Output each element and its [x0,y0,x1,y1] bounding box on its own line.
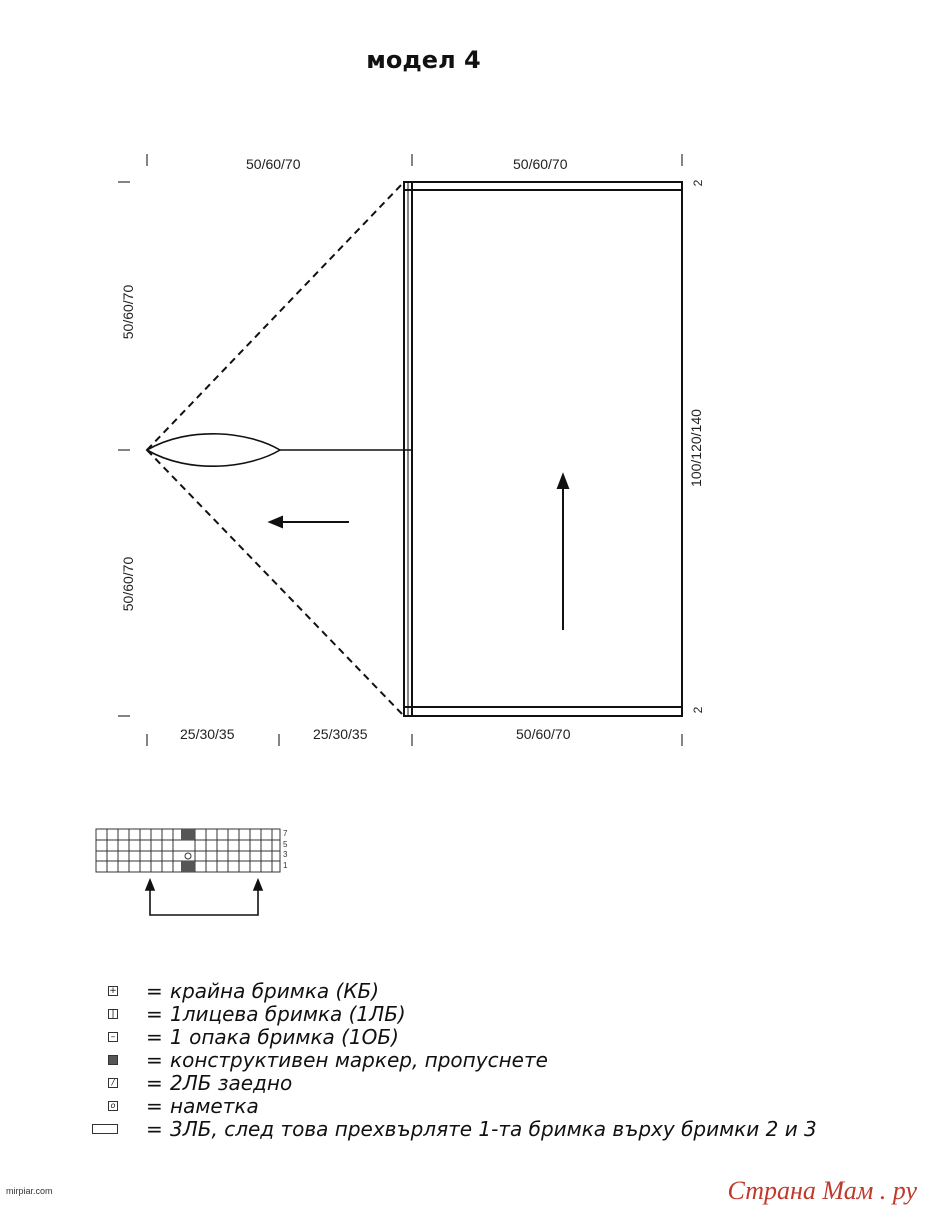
watermark-site: mirpiar.com [6,1186,53,1196]
repeat-bracket [146,880,262,915]
triangle-outline [147,182,404,716]
legend-text: 1лицева бримка (1ЛБ) [170,1002,406,1026]
chart-row-number: 3 [283,850,288,859]
legend-text: крайна бримка (КБ) [170,979,380,1003]
dim-left-upper-height: 50/60/70 [120,284,136,340]
k3-pass-icon [92,1124,118,1134]
arrow-up-icon [558,475,568,630]
dim-left-lower-height: 50/60/70 [120,556,136,612]
legend-text: наметка [170,1094,259,1118]
legend-row [108,1118,888,1164]
dim-border-bottom: 2 [691,706,705,714]
k2tog-icon: / [108,1078,118,1088]
legend-equals: = [146,1025,163,1049]
legend-row [108,1026,888,1049]
dim-bottom-seg1: 25/30/35 [180,726,235,742]
legend-equals: = [146,1071,163,1095]
dim-border-top: 2 [691,179,705,187]
legend-row [108,1049,888,1072]
marker-stitch-icon [108,1055,118,1065]
legend [108,980,888,1164]
legend-equals: = [146,979,163,1003]
legend-row [108,1003,888,1026]
legend-row [108,1095,888,1118]
legend-text: конструктивен маркер, пропуснете [170,1048,548,1072]
legend-text: 1 опака бримка (1ОБ) [170,1025,399,1049]
watermark-brand: Страна Мам . ру [727,1176,917,1205]
dim-top-right-width: 50/60/70 [513,156,568,172]
page-title: модел 4 [366,46,481,74]
dim-bottom-seg2: 25/30/35 [313,726,368,742]
yarn-over-icon: o [108,1101,118,1111]
dim-bottom-right-width: 50/60/70 [516,726,571,742]
chart-row-numbers [283,829,287,871]
legend-row [108,980,888,1003]
legend-equals: = [146,1048,163,1072]
legend-equals: = [146,1094,163,1118]
legend-row [108,1072,888,1095]
arrow-left-icon [270,517,349,527]
leaf-shape [147,434,412,466]
legend-equals: = [146,1002,163,1026]
legend-text: 2ЛБ заедно [170,1071,293,1095]
dim-top-left-width: 50/60/70 [246,156,301,172]
rectangle-panel [404,182,682,716]
legend-equals: = [146,1117,163,1141]
chart-row-number: 1 [283,860,288,870]
legend-text: 3ЛБ, след това прехвърляте 1-та бримка върху бримки 2 и 3 [170,1117,817,1141]
knit-stitch-icon: | [108,1009,118,1019]
chart-row-number: 5 [283,839,288,849]
chart-row-number: 7 [283,829,288,838]
dim-right-height: 100/120/140 [688,409,704,487]
edge-stitch-icon: + [109,986,117,996]
purl-stitch-icon: – [108,1032,118,1042]
